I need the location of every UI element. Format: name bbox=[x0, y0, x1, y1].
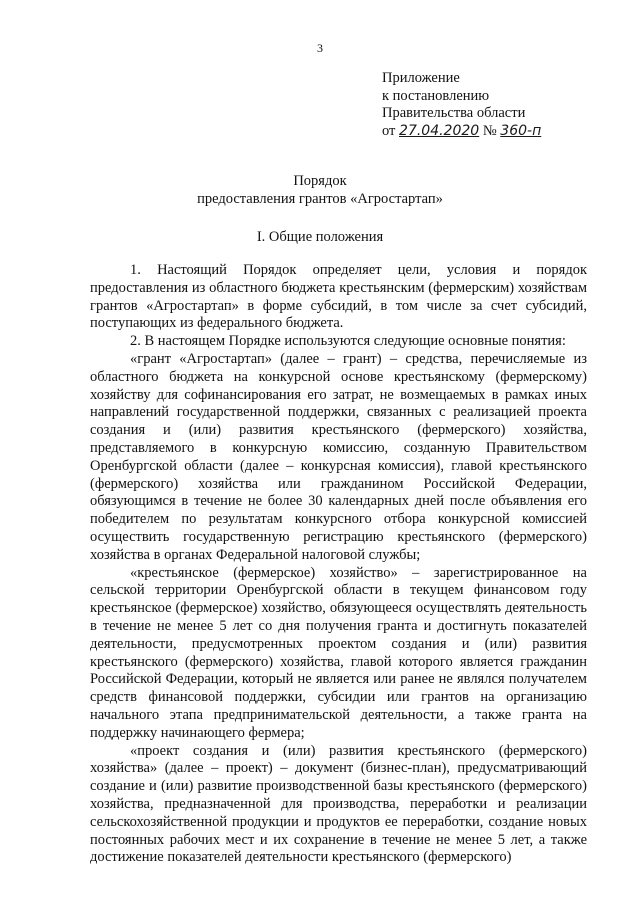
paragraph: «крестьянское (фермерское) хозяйство» – зарегистрированное на сельской территории Оренбургской области в текущем финансовом году крестьянское (фермерское) хозяйство, обязующееся осуществлять деятельность в течение не менее 5 лет со дня получения гранта и достигнуть показателей деятельности, предусмотренных проектом создания и (или) развития крестьянского (фермерского) хозяйства, главой которого является гражданин Российской Федерации, который не является или ранее не являлся получателем средств финансовой поддержки, субсидии или грантов на организацию начального этапа предпринимательской деятельности, а также гранта на поддержку начинающего фермера; bbox=[90, 564, 587, 741]
document-title bbox=[0, 172, 640, 208]
document-body bbox=[90, 262, 587, 867]
handwritten-date: 27.04.2020 bbox=[399, 122, 480, 139]
paragraph: 1. Настоящий Порядок определяет цели, условия и порядок предоставления из областного бюджета крестьянским (фермерским) хозяйствам грантов «Агростартап» в форме субсидий, в том числе за счет субсидий, поступающих из федерального бюджета. bbox=[90, 262, 587, 332]
handwritten-number: 360-п bbox=[500, 122, 542, 139]
title-line-1: Порядок bbox=[293, 173, 347, 189]
paragraph: «грант «Агростартап» (далее – грант) – средства, перечисляемые из областного бюджета на конкурсной основе крестьянскому (фермерскому) хозяйству для софинансирования его затрат, не возмещаемых в рамках иных направлений государственной поддержки, связанных с реализацией проекта создания и (или) развития крестьянского (фермерского) хозяйства, представляемого в конкурсную комиссию, созданную Правительством Оренбургской области (далее – конкурсная комиссия), главой крестьянского (фермерского) хозяйства или гражданином Российской Федерации, обязующимся в течение не более 30 календарных дней после объявления его победителем по результатам конкурсного отбора конкурсной комиссией осуществить государственную регистрацию крестьянского (фермерского) хозяйства в органах Федеральной налоговой службы; bbox=[90, 350, 587, 563]
page-number: 3 bbox=[317, 41, 323, 55]
appendix-line-1: Приложение bbox=[382, 70, 460, 86]
paragraph: «проект создания и (или) развития крестьянского (фермерского) хозяйства» (далее – проект) – документ (бизнес-план), предусматривающий создание и (или) развитие производственной базы крестьянского (фермерского) хозяйства, предназначенной для производства, переработки и реализации сельскохозяйственной продукции и продуктов ее переработки, создание новых постоянных рабочих мест и их сохранение в течение не менее 5 лет, а также достижение показателей деятельности крестьянского (фермерского) bbox=[90, 742, 587, 866]
paragraph: 2. В настоящем Порядке используются следующие основные понятия: bbox=[130, 333, 566, 350]
appendix-line-2: к постановлению bbox=[382, 87, 490, 104]
title-line-2: предоставления грантов «Агростартап» bbox=[197, 191, 443, 207]
date-prefix: от bbox=[382, 122, 396, 139]
appendix-date-line bbox=[382, 123, 541, 141]
number-sign: № bbox=[482, 122, 497, 139]
appendix-line-3: Правительства области bbox=[382, 105, 526, 121]
section-heading: I. Общие положения bbox=[256, 229, 384, 245]
appendix-block bbox=[382, 70, 541, 140]
